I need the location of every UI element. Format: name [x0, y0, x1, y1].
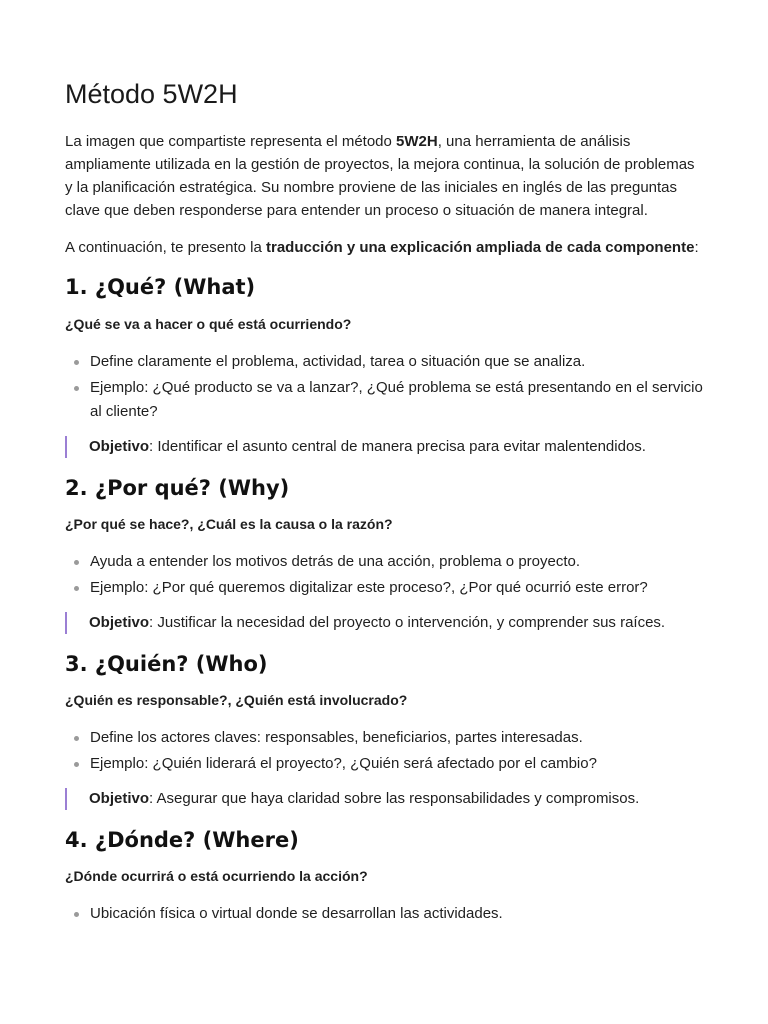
- list-item-text: Ayuda a entender los motivos detrás de una acción, problema o proyecto.: [90, 552, 581, 570]
- section-question: ¿Quién es responsable?, ¿Quién está involucrado?: [65, 691, 408, 708]
- lead-text-2: :: [694, 239, 699, 257]
- document-content: [65, 78, 705, 938]
- intro-paragraph: [65, 130, 705, 222]
- bullet-list: [65, 350, 705, 424]
- bullet-dot-icon: [74, 360, 79, 365]
- bullet-dot-icon: [74, 560, 79, 565]
- objective-label: Objetivo: [89, 437, 150, 455]
- bullet-dot-icon: [74, 762, 79, 767]
- section-heading: 3. ¿Quién? (Who): [65, 651, 268, 676]
- list-item-text: Ubicación física o virtual donde se desarrollan las actividades.: [90, 905, 503, 923]
- section-heading: 4. ¿Dónde? (Where): [65, 827, 299, 852]
- list-item-text: Define los actores claves: responsables, beneficiarios, partes interesadas.: [90, 728, 583, 746]
- objective-text: : Asegurar que haya claridad sobre las responsabilidades y compromisos.: [149, 789, 640, 807]
- section-question: ¿Por qué se hace?, ¿Cuál es la causa o la razón?: [65, 515, 393, 532]
- lead-paragraph: [65, 236, 705, 259]
- intro-text-1: La imagen que compartiste representa el método: [65, 133, 397, 151]
- bullet-list: [65, 726, 705, 776]
- list-item: [65, 726, 705, 750]
- list-item-text: Ejemplo: ¿Qué producto se va a lanzar?, ¿Qué problema se está presentando en el servicio al cliente?: [90, 378, 703, 420]
- page-title: Método 5W2H: [65, 79, 238, 109]
- section-heading: 2. ¿Por qué? (Why): [65, 475, 290, 500]
- section-question: ¿Qué se va a hacer o qué está ocurriendo?: [65, 315, 352, 332]
- section-who: [65, 652, 705, 810]
- section-heading: 1. ¿Qué? (What): [65, 275, 256, 300]
- list-item: [65, 376, 705, 424]
- list-item: [65, 576, 705, 600]
- bullet-dot-icon: [74, 586, 79, 591]
- objective-quote: [65, 612, 705, 634]
- lead-bold-1: traducción y una explicación ampliada de cada componente: [265, 239, 695, 257]
- objective-quote: [65, 436, 705, 458]
- bullet-list: [65, 550, 705, 600]
- bullet-list: [65, 902, 705, 926]
- section-why: [65, 476, 705, 634]
- intro-text-2: , una herramienta de análisis ampliamente utilizada en la gestión de proyectos, la mejora continua, la solución de problemas y la planificación estratégica. Su nombre proviene de las iniciales en inglés de las preguntas clave que deben responderse para entender un proceso o situación de manera integral.: [65, 133, 695, 220]
- objective-label: Objetivo: [89, 789, 150, 807]
- bullet-dot-icon: [74, 736, 79, 741]
- section-question: ¿Dónde ocurrirá o está ocurriendo la acción?: [65, 868, 368, 885]
- objective-label: Objetivo: [89, 613, 150, 631]
- list-item: [65, 350, 705, 374]
- lead-text-1: A continuación, te presento la: [65, 239, 266, 257]
- list-item: [65, 550, 705, 574]
- section-what: [65, 275, 705, 457]
- objective-quote: [65, 788, 705, 810]
- bullet-dot-icon: [74, 912, 79, 917]
- section-where: [65, 828, 705, 926]
- list-item-text: Ejemplo: ¿Por qué queremos digitalizar este proceso?, ¿Por qué ocurrió este error?: [90, 578, 648, 596]
- objective-text: : Justificar la necesidad del proyecto o intervención, y comprender sus raíces.: [149, 613, 666, 631]
- list-item-text: Define claramente el problema, actividad, tarea o situación que se analiza.: [90, 352, 586, 370]
- objective-text: : Identificar el asunto central de manera precisa para evitar malentendidos.: [149, 437, 646, 455]
- list-item: [65, 902, 705, 926]
- bullet-dot-icon: [74, 386, 79, 391]
- intro-bold-1: 5W2H: [396, 133, 438, 151]
- list-item-text: Ejemplo: ¿Quién liderará el proyecto?, ¿Quién será afectado por el cambio?: [90, 754, 597, 772]
- list-item: [65, 752, 705, 776]
